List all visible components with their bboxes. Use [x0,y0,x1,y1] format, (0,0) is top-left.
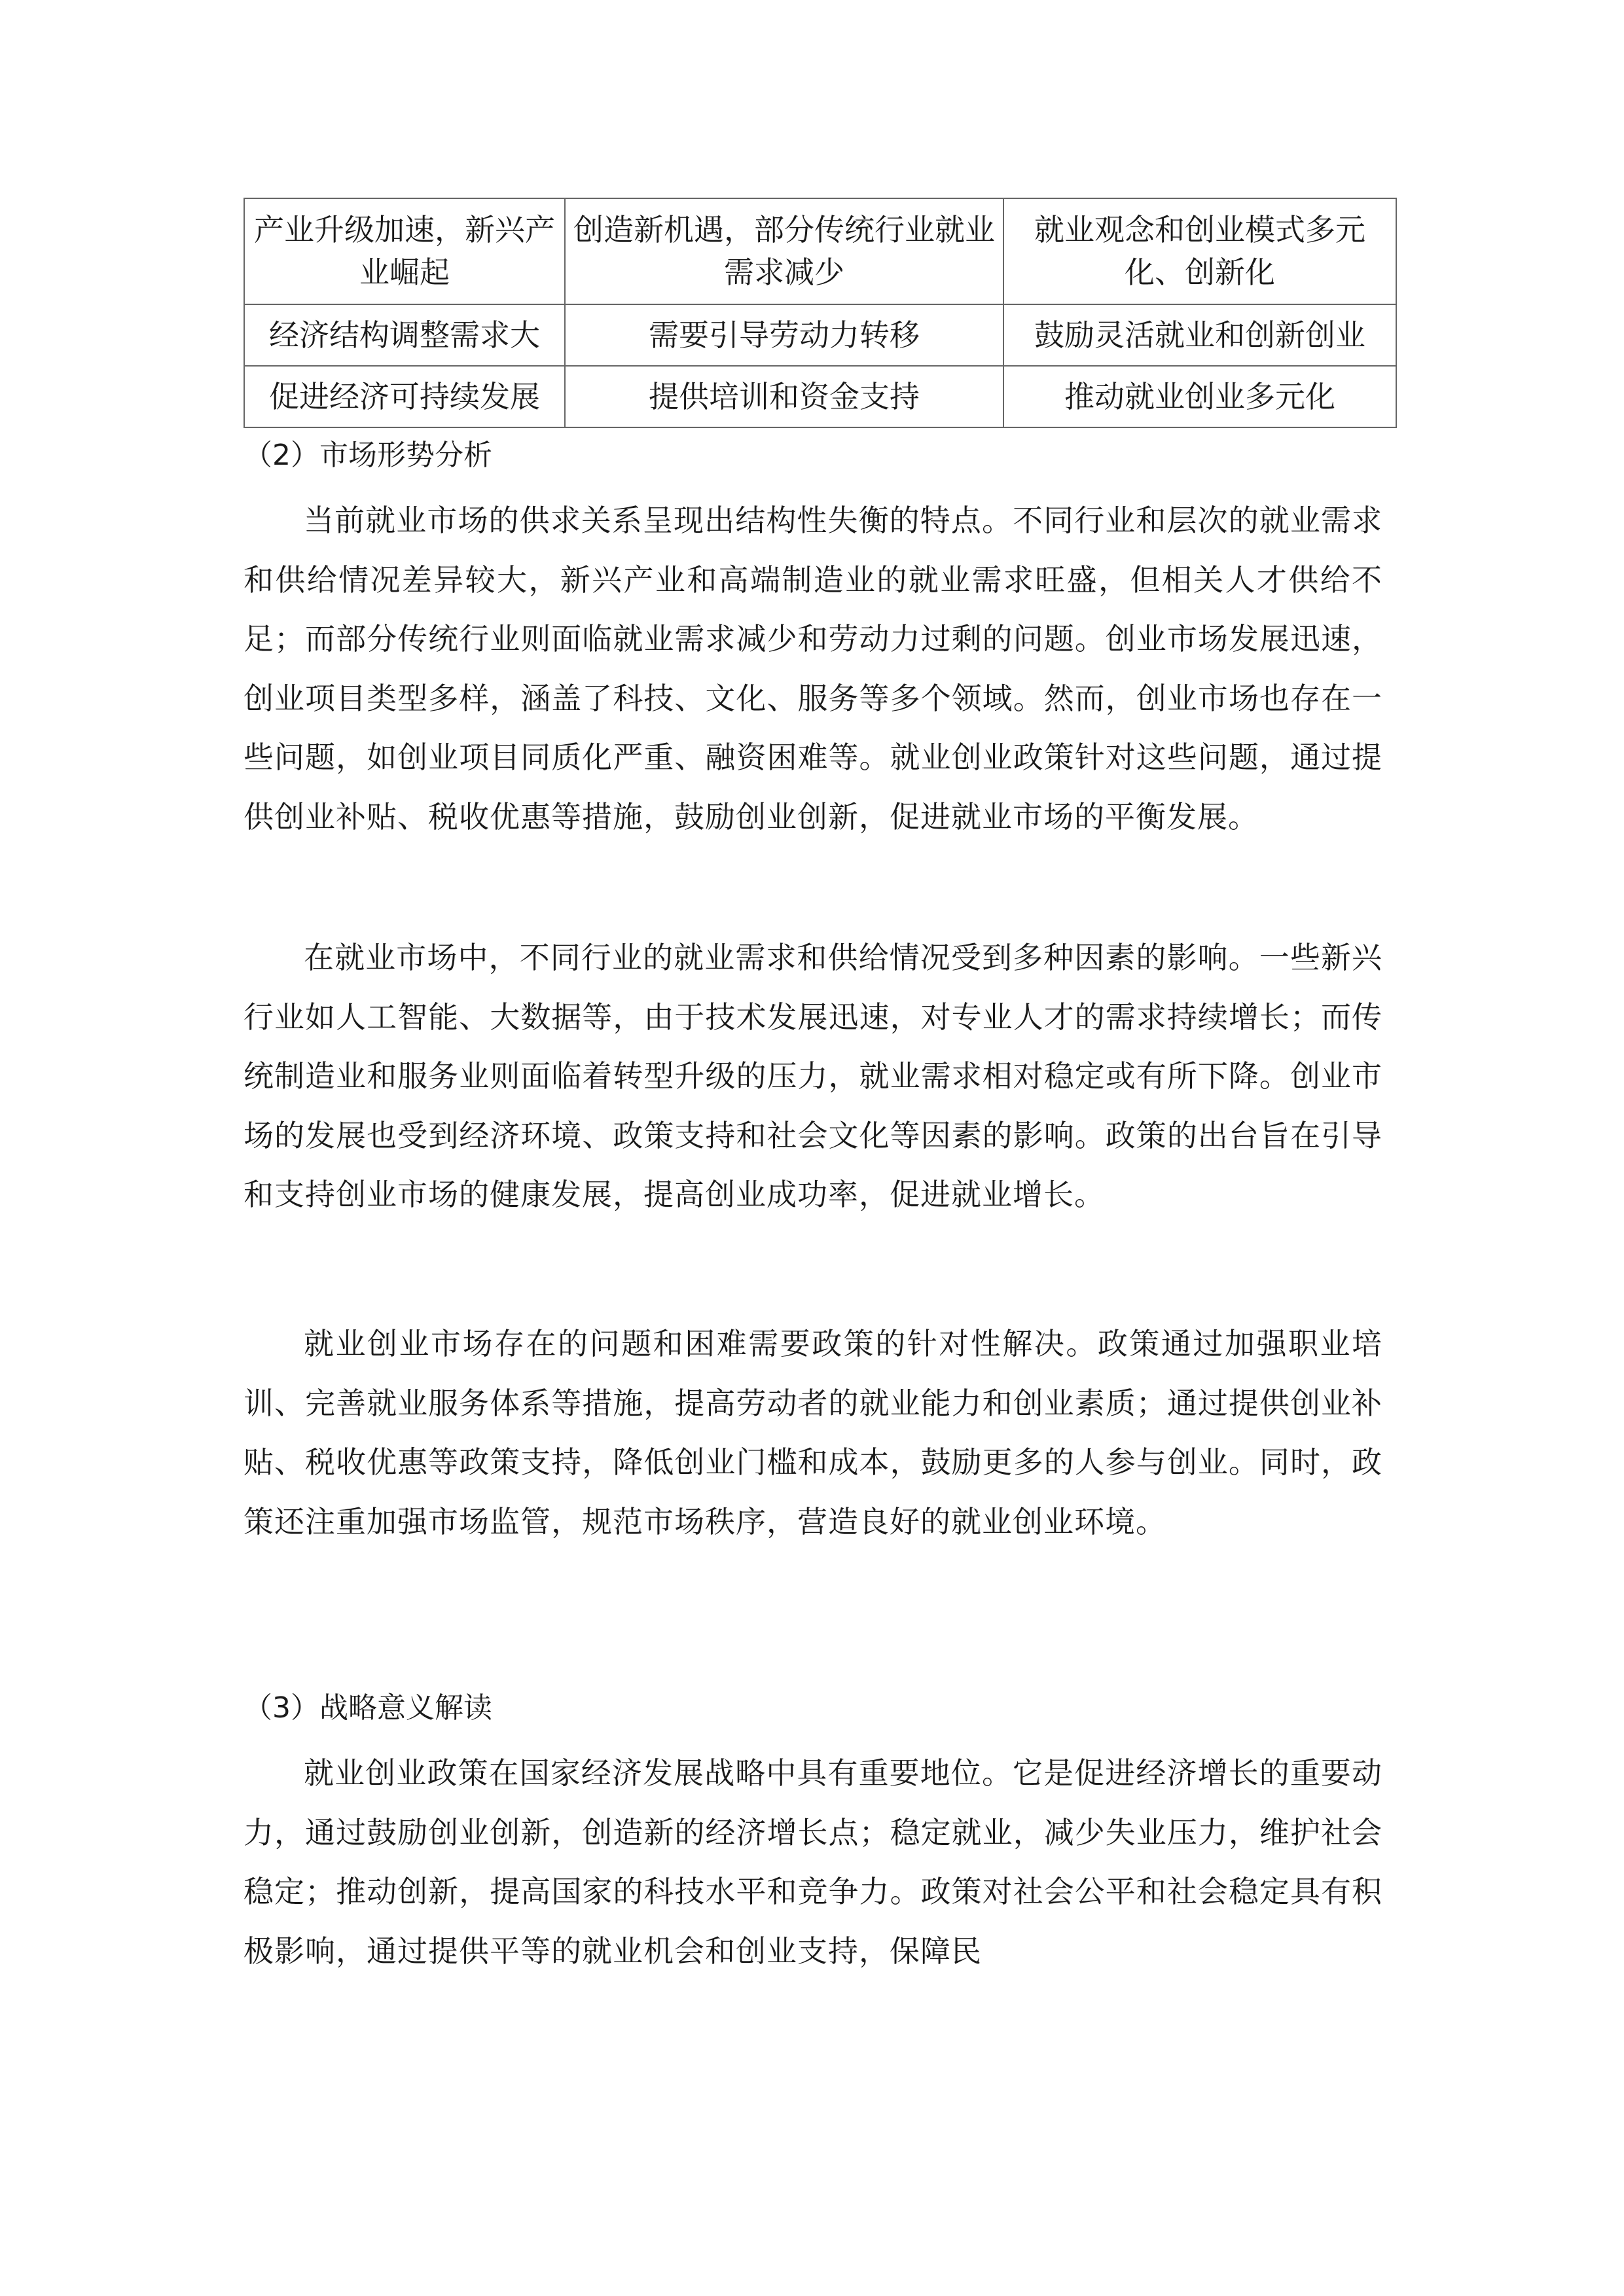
paragraph-strategy-1: 就业创业政策在国家经济发展战略中具有重要地位。它是促进经济增长的重要动力，通过鼓励创业创新，创造新的经济增长点；稳定就业，减少失业压力，维护社会稳定；推动创新，提高国家的科技水平和竞争力。政策对社会公平和社会稳定具有积极影响，通过提供平等的就业机会和创业支持，保障民 [244,1755,1382,1969]
table-cell: 就业观念和创业模式多元化、创新化 [1003,198,1396,304]
paragraph-market-1: 当前就业市场的供求关系呈现出结构性失衡的特点。不同行业和层次的就业需求和供给情况差异较大，新兴产业和高端制造业的就业需求旺盛，但相关人才供给不足；而部分传统行业则面临就业需求减少和劳动力过剩的问题。创业市场发展迅速，创业项目类型多样，涵盖了科技、文化、服务等多个领域。然而，创业市场也存在一些问题，如创业项目同质化严重、融资困难等。就业创业政策针对这些问题，通过提供创业补贴、税收优惠等措施，鼓励创业创新，促进就业市场的平衡发展。 [244,503,1382,834]
table-cell: 促进经济可持续发展 [244,366,565,427]
table-cell: 鼓励灵活就业和创新创业 [1003,304,1396,366]
table-cell: 经济结构调整需求大 [244,304,565,366]
section-heading-strategy: （3）战略意义解读 [244,1691,492,1725]
policy-table [244,198,1397,428]
table-cell: 创造新机遇，部分传统行业就业需求减少 [565,198,1003,304]
table-row [244,366,1396,427]
table-cell: 需要引导劳动力转移 [565,304,1003,366]
table-cell: 产业升级加速，新兴产业崛起 [244,198,565,304]
table-row [244,198,1396,304]
paragraph-market-2: 在就业市场中，不同行业的就业需求和供给情况受到多种因素的影响。一些新兴行业如人工智能、大数据等，由于技术发展迅速，对专业人才的需求持续增长；而传统制造业和服务业则面临着转型升级的压力，就业需求相对稳定或有所下降。创业市场的发展也受到经济环境、政策支持和社会文化等因素的影响。政策的出台旨在引导和支持创业市场的健康发展，提高创业成功率，促进就业增长。 [244,940,1382,1212]
section-heading-market: （2）市场形势分析 [244,439,492,472]
paragraph-market-3: 就业创业市场存在的问题和困难需要政策的针对性解决。政策通过加强职业培训、完善就业服务体系等措施，提高劳动者的就业能力和创业素质；通过提供创业补贴、税收优惠等政策支持，降低创业门槛和成本，鼓励更多的人参与创业。同时，政策还注重加强市场监管，规范市场秩序，营造良好的就业创业环境。 [244,1326,1382,1539]
table-cell: 提供培训和资金支持 [565,366,1003,427]
table-cell: 推动就业创业多元化 [1003,366,1396,427]
table-row [244,304,1396,366]
